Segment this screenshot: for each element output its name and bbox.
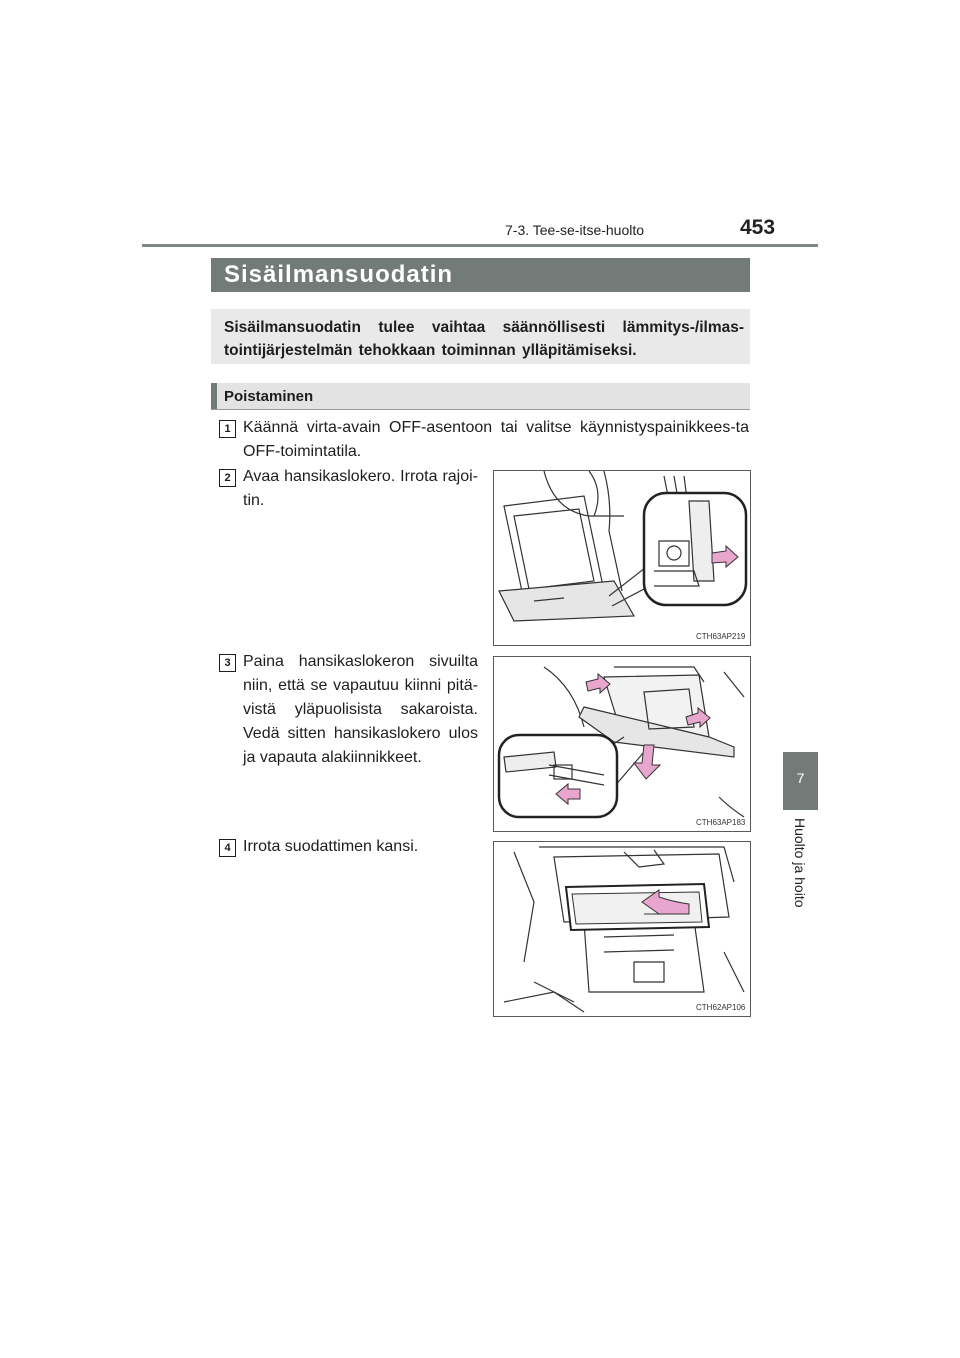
subsection-title: Poistaminen <box>224 388 314 405</box>
chapter-number: 7 <box>796 770 805 786</box>
figure-code-step-4: CTH62AP106 <box>696 1003 746 1012</box>
page-title: Sisäilmansuodatin <box>224 261 454 288</box>
step-number-1: 1 <box>219 420 236 438</box>
figure-glovebox-release <box>493 656 751 832</box>
step-number-4: 4 <box>219 839 236 857</box>
step-text-4: Irrota suodattimen kansi. <box>243 838 419 855</box>
subsection-accent <box>211 383 217 410</box>
section-title: 7-3. Tee-se-itse-huolto <box>505 222 645 238</box>
step-text-3: Paina hansikaslokeron sivuilta niin, että se vapautuu kiinni pitä-vistä yläpuolisista sakaroista. Vedä sitten hansikaslokero ulos ja vapauta alakiinnikkeet. <box>243 653 478 766</box>
intro-text: Sisäilmansuodatin tulee vaihtaa säännöllisesti lämmitys-/ilmas-tointijärjestelmän tehokkaan toiminnan ylläpitämiseksi. <box>224 319 744 359</box>
page-number: 453 <box>740 216 776 239</box>
header-rule <box>142 244 818 247</box>
step-text-1: Käännä virta-avain OFF-asentoon tai valitse käynnistyspainikkees-ta OFF-toimintatila. <box>243 419 749 460</box>
chapter-title: Huolto ja hoito <box>792 818 808 908</box>
figure-code-step-2: CTH63AP219 <box>696 632 746 641</box>
step-number-2: 2 <box>219 469 236 487</box>
figure-filter-cover <box>493 841 751 1017</box>
step-text-2: Avaa hansikaslokero. Irrota rajoi-tin. <box>243 468 478 509</box>
figure-code-step-3: CTH63AP183 <box>696 818 746 827</box>
subsection-rule <box>211 409 750 410</box>
figure-glovebox-stopper <box>493 470 751 646</box>
step-number-3: 3 <box>219 654 236 672</box>
